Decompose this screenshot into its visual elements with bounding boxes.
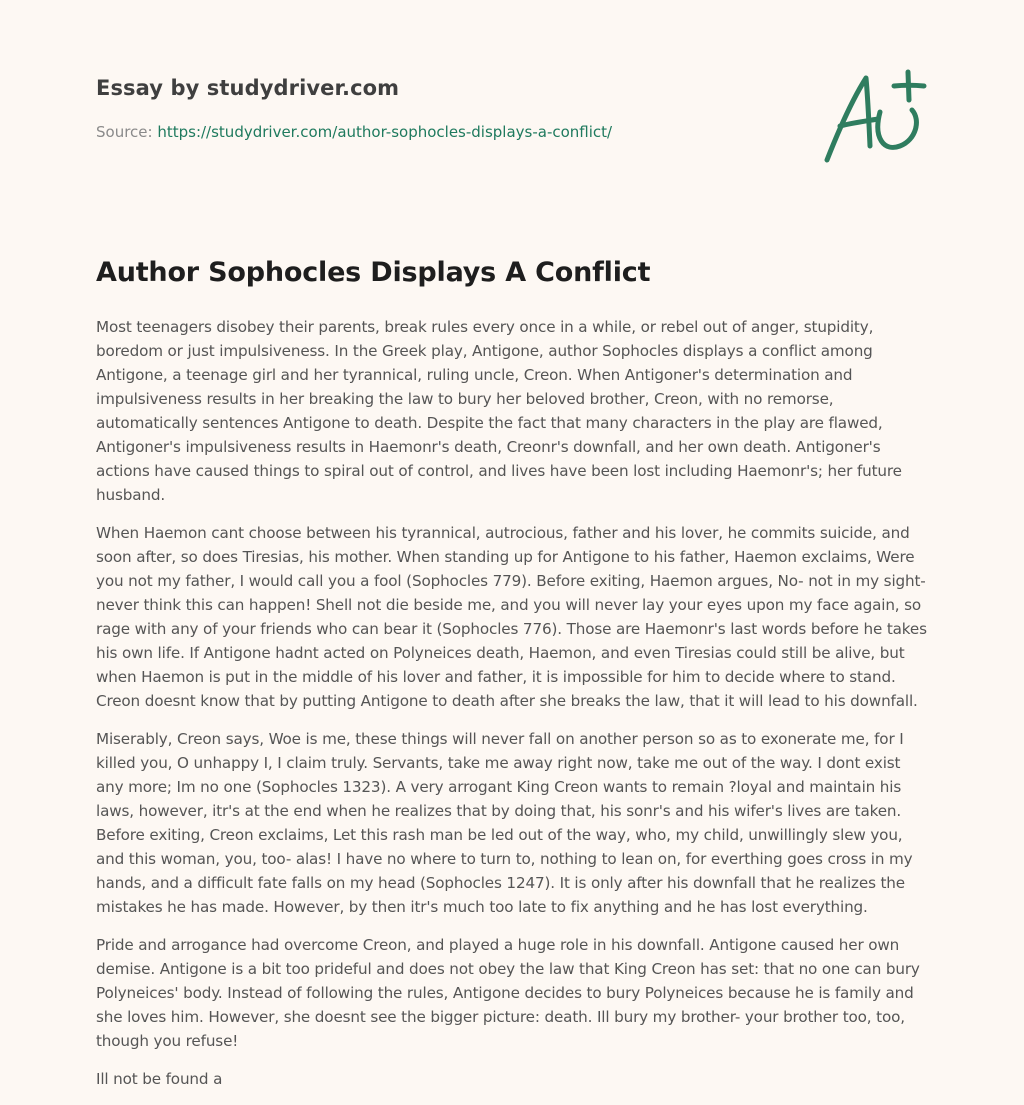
- essay-paragraph: Most teenagers disobey their parents, break rules every once in a while, or rebel out of anger, stupidity, boredom or just impulsiveness. In the Greek play, Antigone, author Sophocles displays a conflict among Antigone, a teenage girl and her tyrannical, ruling uncle, Creon. When Antigoner's determination and impulsiveness results in her breaking the law to bury her beloved brother, Creon, with no remorse, automatically sentences Antigone to death. Despite the fact that many characters in the play are flawed, Antigoner's impulsiveness results in Haemonr's death, Creonr's downfall, and her own death. Antigoner's actions have caused things to spiral out of control, and lives have been lost including Haemonr's; her future husband.: [96, 318, 902, 504]
- essay-paragraph: When Haemon cant choose between his tyrannical, autrocious, father and his lover, he commits suicide, and soon after, so does Tiresias, his mother. When standing up for Antigone to his father, Haemon exclaims, Were you not my father, I would call you a fool (Sophocles 779). Before exiting, Haemon argues, No- not in my sight- never think this can happen! Shell not die beside me, and you will never lay your eyes upon my face again, so rage with any of your friends who can bear it (Sophocles 776). Those are Haemonr's last words before he takes his own life. If Antigone hadnt acted on Polyneices death, Haemon, and even Tiresias could still be alive, but when Haemon is put in the middle of his lover and father, it is impossible for him to decide where to stand. Creon doesnt know that by putting Antigone to death after she breaks the law, that it will lead to his downfall.: [96, 524, 927, 710]
- essay-paragraph: Miserably, Creon says, Woe is me, these things will never fall on another person so as to exonerate me, for I killed you, O unhappy I, I claim truly. Servants, take me away right now, take me out of the way. I dont exist any more; Im no one (Sophocles 1323). A very arrogant King Creon wants to remain ?loyal and maintain his laws, however, itr's at the end when he realizes that by doing that, his sonr's and his wifer's lives are taken. Before exiting, Creon exclaims, Let this rash man be led out of the way, who, my child, unwillingly slew you, and this woman, you, too- alas! I have no where to turn to, nothing to lean on, for everthing goes cross in my hands, and a difficult fate falls on my head (Sophocles 1247). It is only after his downfall that he realizes the mistakes he has made. However, by then itr's much too late to fix anything and he has lost everything.: [96, 730, 913, 916]
- source-link[interactable]: https://studydriver.com/author-sophocles-displays-a-conflict/: [157, 123, 613, 141]
- essay-paragraph: Ill not be found a: [96, 1070, 223, 1088]
- document-title: Author Sophocles Displays A Conflict: [96, 257, 651, 288]
- source-line: [96, 123, 612, 141]
- brand-title: Essay by studydriver.com: [96, 76, 400, 100]
- essay-body: [96, 315, 932, 1105]
- source-label: Source:: [96, 123, 158, 141]
- a-plus-logo-icon: [820, 66, 930, 166]
- essay-paragraph: Pride and arrogance had overcome Creon, and played a huge role in his downfall. Antigone caused her own demise. Antigone is a bit too prideful and does not obey the law that King Creon has set: that no one can bury Polyneices' body. Instead of following the rules, Antigone decides to bury Polyneices because he is family and she loves him. However, she doesnt see the bigger picture: death. Ill bury my brother- your brother too, too, though you refuse!: [96, 936, 920, 1050]
